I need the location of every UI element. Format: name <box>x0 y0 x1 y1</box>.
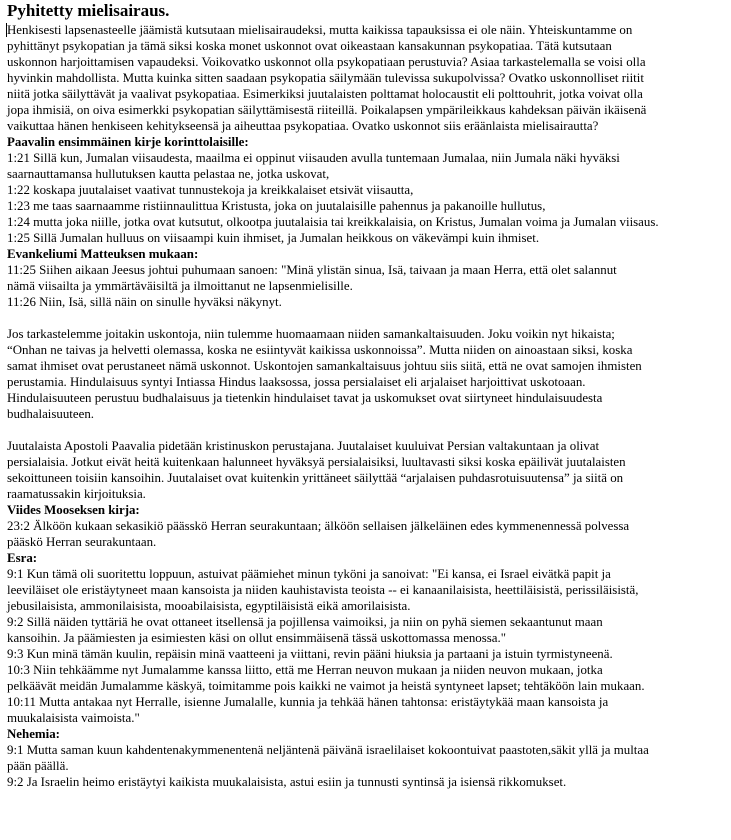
text-line: uskonnon harjoittamisen vapaudeksi. Voikovatko uskonnot olla psykopatiaan perustuvia? Asiaa tarkastelemalla se voisi olla <box>7 55 646 69</box>
section-heading: Viides Mooseksen kirja: <box>7 503 140 517</box>
text-line: nämä viisailta ja ymmärtäväisiltä ja ilmoittanut ne lapsenmielisille. <box>7 279 353 293</box>
text-line: 1:23 me taas saarnaamme ristiinnaulittua Kristusta, joka on juutalaisille pahennus ja pakanoille hullutus, <box>7 199 546 213</box>
text-line: jebusilaisista, ammonilaisista, mooabilaisista, egyptiläisistä eikä amorilaisista. <box>7 599 411 613</box>
text-line: 11:25 Siihen aikaan Jeesus johtui puhumaan sanoen: "Minä ylistän sinua, Isä, taivaan ja maan Herra, että olet salannut <box>7 263 617 277</box>
text-line: 11:26 Niin, Isä, sillä näin on sinulle hyväksi näkynyt. <box>7 295 282 309</box>
text-line: samat ihmiset ovat perustaneet nämä uskonnot. Uskontojen samankaltaisuus johtuu siis siitä, että ne ovat samojen ihmisten <box>7 359 642 373</box>
text-line: 23:2 Älköön kukaan sekasikiö päässkö Herran seurakuntaan; älköön sellaisen jälkeläinen edes kymmenennessä polvessa <box>7 519 630 533</box>
text-line: 10:11 Mutta antakaa nyt Herralle, isienne Jumalalle, kunnia ja tehkää hänen tahtonsa: eristäytykää maan kansoista ja <box>7 695 609 709</box>
text-line: 1:21 Sillä kun, Jumalan viisaudesta, maailma ei oppinut viisauden avulla tuntemaan Jumalaa, niin Jumala näki hyväksi <box>7 151 620 165</box>
text-line: kansoihin. Ja päämiesten ja esimiesten käsi on ollut ensimmäisenä tässä uskottomassa menossa." <box>7 631 506 645</box>
section-heading: Paavalin ensimmäinen kirje korinttolaisille: <box>7 135 249 149</box>
section-heading: Evankeliumi Matteuksen mukaan: <box>7 247 199 261</box>
text-line: jopa ihmisiä, on oiva esimerkki psykopatian säilyttämisestä riiteillä. Poikalapsen ympärileikkaus kahdeksan päivän ikäisenä <box>7 103 647 117</box>
text-line: muukalaisista vaimoista." <box>7 711 140 725</box>
document-title: Pyhitetty mielisairaus. <box>7 1 170 20</box>
text-line: 10:3 Niin tehkäämme nyt Jumalamme kanssa liitto, että me Herran neuvon mukaan ja niiden neuvon mukaan, jotka <box>7 663 603 677</box>
text-line: pään päällä. <box>7 759 69 773</box>
text-line: vaikuttaa hänen henkiseen kehitykseensä ja aiheuttaa psykopatiaa. Ovatko uskonnot siis eräänlaista mielisairautta? <box>7 119 599 133</box>
text-line: niitä jotka säilyttävät ja vaalivat psykopatiaa. Esimerkiksi juutalaisten polttamat holocaustit eli polttouhrit, jotka voivat olla <box>7 87 643 101</box>
text-line: 9:1 Kun tämä oli suoritettu loppuun, astuivat päämiehet minun tyköni ja sanoivat: "Ei kansa, ei Israel eivätkä papit ja <box>7 567 611 581</box>
text-line: 1:24 mutta joka niille, jotka ovat kutsutut, olkootpa juutalaisia tai kreikkalaisia, on Kristus, Jumalan voima ja Jumalan viisaus. <box>7 215 659 229</box>
text-line: 9:1 Mutta saman kuun kahdentenakymmenentenä neljäntenä päivänä israelilaiset kokoontuivat paastoten,säkit yllä ja multaa <box>7 743 649 757</box>
text-line: persialaisia. Jotkut eivät heitä kuitenkaan halunneet hyväksyä persialaisiksi, luultavasti siksi koska epäilivät juutalaisten <box>7 455 626 469</box>
section-heading: Nehemia: <box>7 727 60 741</box>
text-line: pääskö Herran seurakuntaan. <box>7 535 157 549</box>
text-line: hyvinkin mahdollista. Mutta kuinka sitten saadaan psykopatia säilymään tulevissa sukupolvissa? Ovatko uskonnolliset riitit <box>7 71 644 85</box>
text-line: 9:2 Ja Israelin heimo eristäytyi kaikista muukalaisista, astui esiin ja tunnusti syntinsä ja isiensä rikkomukset. <box>7 775 567 789</box>
text-line: 1:22 koskapa juutalaiset vaativat tunnustekoja ja kreikkalaiset etsivät viisautta, <box>7 183 414 197</box>
text-line: sekoittuneen toisiin kansoihin. Juutalaiset ovat kuitenkin yrittäneet säilyttää “arjalaisen puhdasrotuisuutensa” ja siitä on <box>7 471 624 485</box>
section-heading: Esra: <box>7 551 38 565</box>
text-line: perustamia. Hindulaisuus syntyi Intiassa Hindus laaksossa, jossa persialaiset eli arjalaiset harjoittivat uskotoaan. <box>7 375 586 389</box>
text-line: 9:2 Sillä näiden tyttäriä he ovat ottaneet itsellensä ja pojillensa vaimoiksi, ja niin on pyhä siemen sekaantunut maan <box>7 615 603 629</box>
text-line: Juutalaista Apostoli Paavalia pidetään kristinuskon perustajana. Juutalaiset kuuluivat Persian valtakuntaan ja olivat <box>7 439 600 453</box>
text-line: Henkisesti lapsenasteelle jäämistä kutsutaan mielisairaudeksi, mutta kaikissa tapauksissa ei ole näin. Yhteiskuntamme on <box>7 23 633 37</box>
text-line: saarnauttamansa hullutuksen kautta pelastaa ne, jotka uskovat, <box>7 167 330 181</box>
text-line: leeviläiset ole eristäytyneet maan kansoista ja niiden kauhistavista teoista -- ei kanaanilaisista, heettiläisistä, perissiläisistä, <box>7 583 639 597</box>
text-line: pyhittänyt psykopatian ja tämä siksi koska monet uskonnot ovat oikeastaan kansakunnan psykopatiaa. Tätä kutsutaan <box>7 39 612 53</box>
text-line: 1:25 Sillä Jumalan hulluus on viisaampi kuin ihmiset, ja Jumalan heikkous on väkevämpi kuin ihmiset. <box>7 231 540 245</box>
text-line: pelkäävät meidän Jumalamme käskyä, toimitamme pois kaikki ne vaimot ja heistä syntyneet lapset; tehtäköön lain mukaan. <box>7 679 645 693</box>
text-line: raamatussakin kirjoituksia. <box>7 487 146 501</box>
text-line: 9:3 Kun minä tämän kuulin, repäisin minä vaatteeni ja viittani, revin pääni hiuksia ja partaani ja istuin tyrmistyneenä. <box>7 647 613 661</box>
text-line: “Onhan ne taivas ja helvetti olemassa, koska ne esiintyvät kaikissa uskonnoissa”. Mutta niiden on ainoastaan siksi, koska <box>7 343 633 357</box>
text-line: budhalaisuuteen. <box>7 407 94 421</box>
text-line: Hindulaisuuteen perustuu budhalaisuus ja tietenkin hindulaiset tavat ja uskomukset ovat siirtyneet hindulaisuudesta <box>7 391 603 405</box>
text-line: Jos tarkastelemme joitakin uskontoja, niin tulemme huomaamaan niiden samankaltaisuuden. Joku voikin nyt hikaista; <box>7 327 615 341</box>
